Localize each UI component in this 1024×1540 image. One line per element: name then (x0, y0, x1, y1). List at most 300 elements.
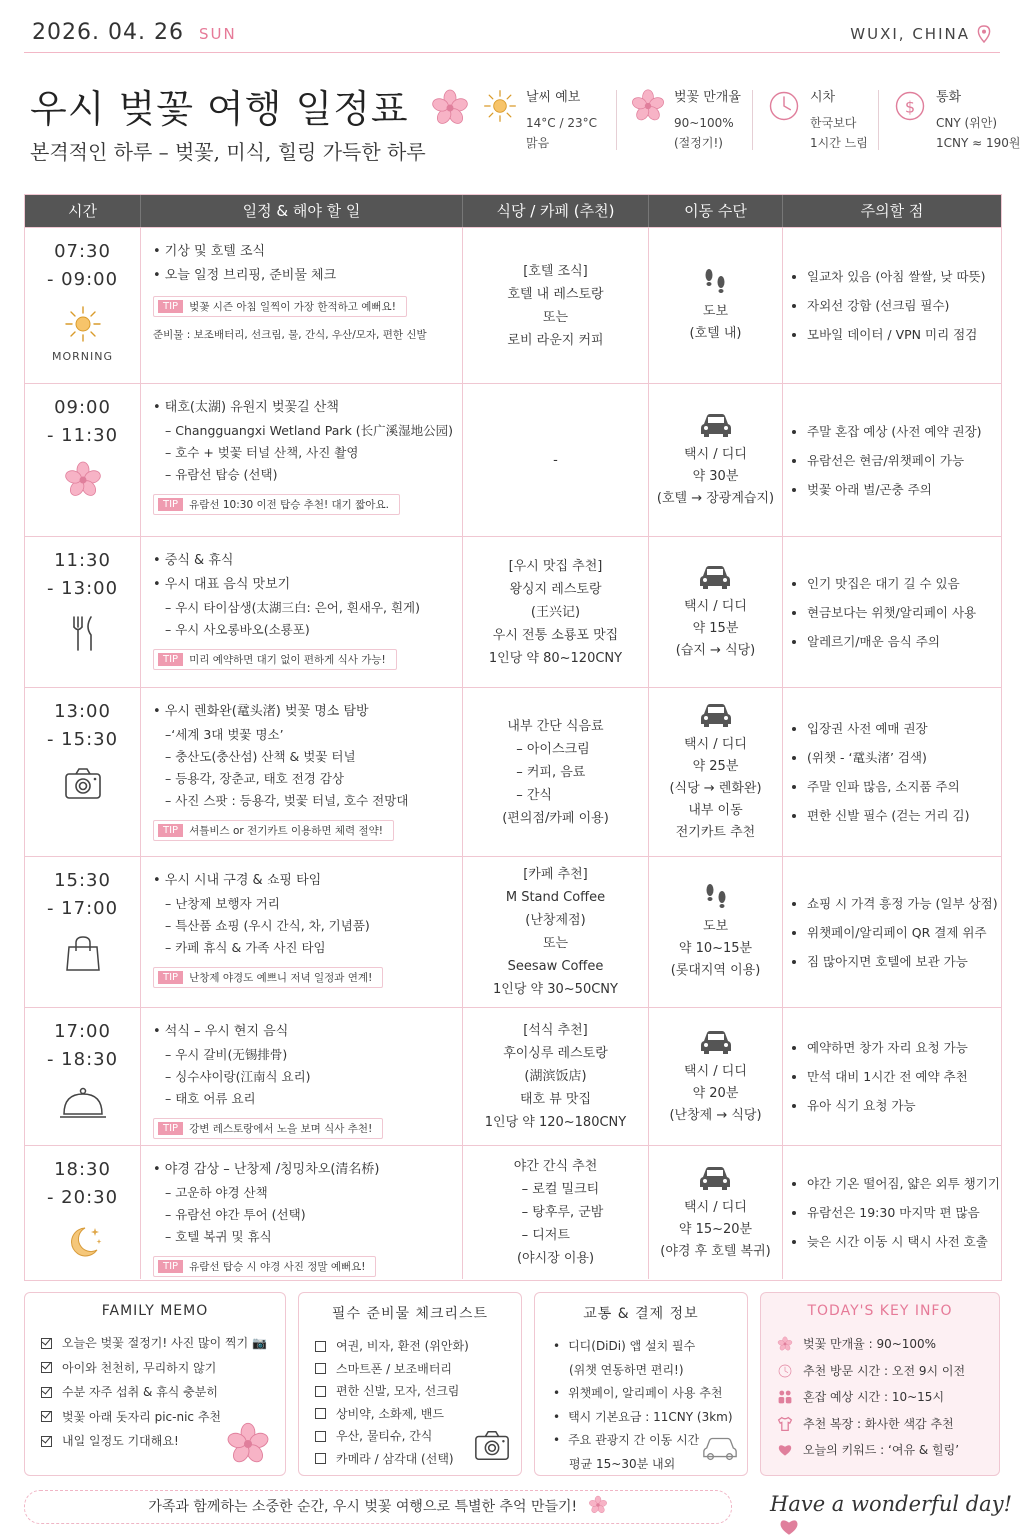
notes-list (783, 1033, 968, 1120)
info-line: 맑음 (526, 136, 550, 150)
time-cell (25, 1146, 141, 1279)
tip-text: 벚꽃 시즌 아침 일찍이 가장 한적하고 예뻐요! (189, 301, 396, 313)
schedule-subitem: – 고운하 야경 산책 (165, 1185, 268, 1200)
transport-line: 약 25분 (692, 759, 739, 774)
notes-list (783, 262, 986, 349)
shirt-icon (777, 1416, 793, 1432)
transport-content (669, 700, 761, 844)
table-row (25, 856, 1001, 1007)
tip-text: 미리 예약하면 대기 없이 편하게 식사 가능! (189, 654, 386, 666)
checkbox-icon[interactable] (315, 1431, 326, 1442)
transport-line: 택시 / 디디 (684, 1199, 747, 1215)
tip-badge: TIP (158, 1122, 183, 1135)
food-line: (난창제점) (525, 913, 586, 928)
checklist-text: 상비약, 소화제, 밴드 (336, 1406, 444, 1421)
bullet-icon: • (553, 1386, 561, 1400)
camera-icon (473, 1427, 511, 1465)
key-info-list (777, 1331, 999, 1464)
family-memo-title: FAMILY MEMO (101, 1303, 209, 1319)
schedule-subitem: – 사진 스팟 : 등용각, 벚꽃 터널, 호수 전망대 (165, 793, 409, 808)
note-item: • 짐 많아지면 호텔에 보관 가능 (807, 947, 998, 976)
car-icon (698, 410, 734, 440)
tip-badge: TIP (158, 498, 183, 511)
notes-cell (783, 537, 1001, 687)
checklist-item (315, 1403, 521, 1426)
info-text (526, 86, 597, 156)
schedule-subitem: – 충산도(충산섬) 산책 & 벚꽃 터널 (165, 749, 356, 764)
key-info-text: 추천 방문 시간 : 오전 9시 이전 (803, 1363, 966, 1378)
tip-box (153, 1118, 383, 1139)
key-info-text: 벚꽃 만개율 : 90~100% (803, 1337, 937, 1351)
food-line: 1인당 약 30~50CNY (493, 982, 618, 997)
food-line: M Stand Coffee (505, 890, 606, 905)
food-line: 우시 전통 소룡포 맛집 (492, 627, 619, 643)
cherry-blossom-icon (225, 1421, 271, 1467)
memo-item (41, 1356, 285, 1381)
schedule-subitem: –‘세계 3대 벚꽃 명소’ (165, 727, 284, 742)
info-label: 통화 (936, 90, 962, 105)
food-line: 또는 (542, 936, 569, 951)
memo-text: 내일 일정도 기대해요! (62, 1434, 179, 1448)
food-line: [우시 맛집 추천] (508, 558, 603, 574)
schedule-subitem: – 우시 타이삼생(太湖三白: 은어, 흰새우, 흰게) (165, 600, 421, 615)
transport-line: (식당 → 렌화완) (669, 781, 762, 796)
bullet-icon: • (553, 1433, 561, 1447)
food-line: (王兴记) (530, 604, 581, 620)
table-row (25, 687, 1001, 856)
schedule-item: • 야경 감상 – 난창제 /칭밍차오(清名桥) (153, 1162, 380, 1177)
schedule-content (141, 688, 462, 841)
transport-cell (649, 688, 783, 856)
date: 2026. 04. 26 (32, 20, 184, 45)
transport-icon-wrap (698, 700, 734, 730)
food-line: (야시장 이용) (516, 1251, 595, 1266)
checklist-item (315, 1335, 521, 1358)
tip-text: 유람선 10:30 이전 탑승 추천! 대기 짧아요. (189, 499, 389, 511)
transport-line: 약 15분 (692, 621, 739, 636)
note-item: • 쇼핑 시 가격 흥정 가능 (일부 상점) (807, 889, 998, 918)
sun-icon (482, 88, 518, 124)
food-line: 후이싱루 레스토랑 (503, 1046, 608, 1061)
footprints-icon (698, 882, 734, 912)
cherry-blossom-icon (777, 1336, 793, 1352)
schedule-cell (141, 857, 463, 1007)
checkbox-icon[interactable] (315, 1453, 326, 1464)
info-box (766, 86, 896, 156)
clock-icon (777, 1363, 793, 1379)
schedule-subitem: – 특산품 쇼핑 (우시 간식, 차, 기념품) (165, 918, 370, 933)
key-info-title: TODAY'S KEY INFO (807, 1303, 953, 1319)
column-header: 주의할 점 (860, 202, 924, 220)
note-item: • 늦은 시간 이동 시 택시 사전 호출 (807, 1227, 1000, 1256)
info-divider (878, 90, 879, 150)
tip-badge: TIP (158, 653, 183, 666)
time-cell (25, 384, 141, 536)
note-item: • 편한 신발 필수 (걷는 거리 김) (807, 801, 969, 830)
checkbox-icon[interactable] (315, 1341, 326, 1352)
column-header: 일정 & 해야 할 일 (141, 195, 463, 227)
checkbox-icon[interactable] (315, 1363, 326, 1374)
transport-content (671, 882, 761, 982)
car-icon (698, 700, 734, 730)
top-bar (24, 14, 1000, 53)
info-line: (절정기!) (674, 136, 723, 150)
note-item: • 주말 인파 많음, 소지품 주의 (807, 772, 969, 801)
time-start: 15:30 (54, 870, 111, 891)
info-divider (752, 90, 753, 150)
checklist-text: 카메라 / 삼각대 (선택) (336, 1451, 454, 1466)
schedule-cell (141, 228, 463, 383)
food-line: – 디저트 (521, 1228, 570, 1243)
notes-cell (783, 857, 1001, 1007)
memo-text: 수분 자주 섭취 & 휴식 충분히 (62, 1385, 218, 1399)
time-end: - 09:00 (46, 269, 119, 290)
table-row (25, 536, 1001, 687)
checklist-panel (298, 1292, 522, 1476)
schedule-subitem: – 유람선 탑승 (선택) (165, 467, 278, 482)
signature (770, 1492, 1024, 1540)
checked-box-icon[interactable] (41, 1387, 52, 1398)
time-icon-wrap (25, 764, 140, 808)
time-cell (25, 228, 141, 383)
checkbox-icon[interactable] (315, 1386, 326, 1397)
transport-line: 택시 / 디디 (684, 447, 747, 462)
tip-box (153, 494, 400, 515)
tip-badge: TIP (158, 1260, 183, 1273)
time-cell (25, 1008, 141, 1145)
info-label: 시차 (810, 90, 836, 105)
footer-message (24, 1490, 732, 1524)
time-start: 13:00 (54, 701, 111, 722)
time-start: 11:30 (54, 550, 111, 571)
memo-text: 벚꽃 아래 돗자리 pic-nic 추천 (62, 1409, 222, 1424)
food-line: [석식 추천] (523, 1023, 588, 1038)
tip-text: 유람선 탑승 시 야경 사진 정말 예뻐요! (189, 1261, 366, 1273)
food-line: 1인당 약 120~180CNY (484, 1115, 627, 1130)
notes-cell (783, 228, 1001, 383)
info-text (936, 86, 1021, 156)
food-content (502, 715, 609, 830)
note-item: • 유아 식기 요청 가능 (807, 1091, 968, 1120)
table-row (25, 227, 1001, 383)
transport-content (669, 1027, 761, 1127)
schedule-content (141, 384, 462, 515)
food-line: – 아이스크림 (516, 741, 590, 757)
time-start: 18:30 (54, 1159, 111, 1180)
transport-line: (난창제 → 식당) (669, 1107, 762, 1123)
time-end: - 13:00 (46, 578, 119, 599)
tip-text: 셔틀비스 or 전기카트 이용하면 체력 절약! (189, 825, 384, 837)
schedule-cell (141, 688, 463, 856)
food-cell (463, 537, 649, 687)
note-item: • 일교차 있음 (아침 쌀쌀, 낮 따뜻) (807, 262, 986, 291)
moon-icon (63, 1222, 103, 1262)
checked-box-icon[interactable] (41, 1411, 52, 1422)
transport-line: 약 10~15분 (678, 941, 753, 956)
tip-text: 강변 레스토랑에서 노을 보며 식사 추천! (189, 1123, 373, 1135)
food-line: – 로컬 밀크티 (521, 1182, 600, 1197)
schedule-subitem: – 우시 갈비(无锡排骨) (165, 1047, 288, 1062)
car-icon (697, 562, 733, 592)
key-info-panel (760, 1292, 1000, 1476)
note-item: • (위챗 - ‘鼋头渚’ 검색) (807, 743, 969, 772)
schedule-item: • 태호(太湖) 유원지 벚꽃길 산책 (153, 400, 339, 415)
food-cell (463, 857, 649, 1007)
family-memo-panel (24, 1292, 286, 1476)
time-start: 09:00 (54, 397, 111, 418)
transport-cell (649, 537, 783, 687)
info-label: 날씨 예보 (526, 90, 581, 105)
time-end: - 11:30 (46, 425, 119, 446)
food-line: 1인당 약 80~120CNY (488, 650, 623, 666)
info-box (892, 86, 1022, 156)
transport-info-text: 평균 15~30분 내외 (569, 1456, 676, 1471)
note-item: • 현금보다는 위챗/알리페이 사용 (807, 598, 976, 627)
info-label: 벚꽃 만개율 (674, 90, 741, 105)
food-line: – 간식 (516, 787, 552, 803)
day-of-week: SUN (199, 25, 237, 43)
transport-icon-wrap (698, 1027, 734, 1057)
table-header (25, 195, 1001, 227)
schedule-content (141, 537, 462, 670)
food-content (507, 260, 603, 352)
food-line: 호텔 내 레스토랑 (507, 286, 604, 302)
food-cell (463, 1008, 649, 1145)
table-row (25, 383, 1001, 536)
bullet-icon: • (553, 1339, 561, 1353)
transport-line: 도보 (702, 919, 729, 934)
transport-info-line (553, 1335, 747, 1359)
camera-icon (63, 764, 103, 804)
time-cell (25, 857, 141, 1007)
time-icon-wrap (25, 1084, 140, 1128)
note-item: • 벚꽃 아래 벌/곤충 주의 (807, 475, 982, 504)
schedule-item: • 기상 및 호텔 조식 (153, 244, 266, 259)
food-line: Seesaw Coffee (507, 959, 604, 974)
checkbox-icon[interactable] (315, 1408, 326, 1419)
schedule-content (141, 1008, 462, 1139)
transport-title: 교통 & 결제 정보 (583, 1306, 699, 1322)
tip-text: 난창제 야경도 예쁘니 저녁 일정과 연계! (189, 972, 373, 984)
transport-info-text: 디디(DiDi) 앱 설치 필수 (568, 1339, 696, 1353)
schedule-subitem: – 호수 + 벚꽃 터널 산책, 사진 촬영 (165, 445, 359, 460)
transport-cell (649, 1146, 783, 1279)
food-line: 야간 간식 추천 (513, 1159, 598, 1174)
time-icon-wrap (25, 460, 140, 504)
key-info-item (777, 1331, 999, 1358)
time-icon-wrap (25, 304, 140, 348)
footprints-icon (697, 267, 733, 297)
key-info-text: 혼잡 예상 시간 : 10~15시 (803, 1390, 945, 1404)
schedule-subitem: – 카페 휴식 & 가족 사진 타임 (165, 940, 326, 955)
schedule-subitem: – 태호 어류 요리 (165, 1091, 256, 1106)
food-cell (463, 688, 649, 856)
key-info-text: 추천 복장 : 화사한 색감 추천 (803, 1416, 954, 1431)
transport-line: 택시 / 디디 (684, 737, 747, 752)
tip-box (153, 649, 397, 670)
transport-content (660, 1163, 770, 1263)
schedule-content (141, 1146, 462, 1277)
key-info-item (777, 1437, 999, 1464)
transport-line: (호텔 내) (689, 325, 742, 341)
info-line: 1시간 느림 (810, 136, 868, 150)
page-title (30, 78, 470, 133)
transport-line: 약 30분 (692, 469, 739, 484)
transport-line: 약 15~20분 (678, 1221, 753, 1237)
tip-box (153, 296, 407, 317)
schedule-subitem: – 등용각, 장춘교, 태호 전경 감상 (165, 771, 344, 786)
notes-cell (783, 688, 1001, 856)
transport-info-text: (위챗 연동하면 편리!) (569, 1362, 684, 1377)
food-content (508, 1155, 604, 1270)
cloche-icon (58, 1084, 108, 1124)
tip-badge: TIP (158, 824, 183, 837)
notes-list (783, 1169, 1000, 1256)
food-line: 로비 라운지 커피 (507, 332, 604, 348)
time-start: 17:00 (54, 1021, 111, 1042)
key-info-text: 오늘의 키워드 : ‘여유 & 힐링’ (803, 1443, 960, 1457)
food-line: [카페 추천] (523, 867, 588, 882)
memo-item (41, 1380, 285, 1405)
checklist-title: 필수 준비물 체크리스트 (331, 1306, 489, 1322)
food-content (489, 555, 622, 670)
notes-list (783, 714, 969, 830)
note-item: • 자외선 강함 (선크림 필수) (807, 291, 986, 320)
checked-box-icon[interactable] (41, 1338, 52, 1349)
column-header: 식당 / 카페 (추천) (463, 195, 649, 227)
column-header: 시간 (25, 195, 141, 227)
schedule-item: • 오늘 일정 브리핑, 준비물 체크 (153, 268, 337, 283)
location-pin-icon (976, 24, 992, 44)
notes-cell (783, 384, 1001, 536)
time-icon-wrap (25, 613, 140, 657)
note-item: • 위챗페이/알리페이 QR 결제 위주 (807, 918, 998, 947)
food-content (553, 449, 558, 472)
transport-content (657, 410, 774, 510)
shopping-bag-icon (63, 933, 103, 973)
schedule-subitem: – 유람선 야간 투어 (선택) (165, 1207, 306, 1222)
transport-info-line (553, 1382, 747, 1406)
food-cell (463, 228, 649, 383)
cherry-blossom-icon (630, 88, 666, 124)
footer-text: 가족과 함께하는 소중한 순간, 우시 벚꽃 여행으로 특별한 추억 만들기! (148, 1499, 578, 1515)
time-cell (25, 688, 141, 856)
tip-box (153, 820, 394, 841)
transport-content (690, 267, 742, 345)
note-item: • 예약하면 창가 자리 요청 가능 (807, 1033, 968, 1062)
prep-list: 준비물 : 보조배터리, 선크림, 물, 간식, 우산/모자, 편한 신발 (153, 329, 427, 341)
schedule-subitem: – 우시 사오롱바오(소룡포) (165, 622, 310, 637)
transport-info-text: 위챗페이, 알리페이 사용 추천 (568, 1386, 723, 1400)
food-line: [호텔 조식] (523, 263, 588, 279)
transport-line: (호텔 → 장광계습지) (656, 491, 775, 506)
heart-icon (778, 1516, 800, 1538)
checked-box-icon[interactable] (41, 1362, 52, 1373)
transport-cell (649, 857, 783, 1007)
memo-item (41, 1331, 285, 1356)
memo-text: 오늘은 벚꽃 절정기! 사진 많이 찍기 📷 (62, 1336, 267, 1350)
transport-info-text: 택시 기본요금 : 11CNY (3km) (568, 1409, 733, 1424)
info-box (482, 86, 612, 156)
food-line: 태호 뷰 맛집 (519, 1092, 592, 1107)
key-info-item (777, 1411, 999, 1438)
note-item: • 알레르기/매운 음식 주의 (807, 627, 976, 656)
info-box (630, 86, 760, 156)
transport-info-line (553, 1359, 747, 1383)
schedule-item: • 우시 렌화완(鼋头渚) 벚꽃 명소 탐방 (153, 704, 369, 719)
time-end: - 18:30 (46, 1049, 119, 1070)
key-info-item (777, 1358, 999, 1385)
food-line: 내부 간단 식음료 (507, 718, 604, 734)
transport-cell (649, 1008, 783, 1145)
tip-badge: TIP (158, 971, 183, 984)
schedule-item: • 우시 시내 구경 & 쇼핑 타임 (153, 873, 322, 888)
tip-badge: TIP (158, 300, 183, 313)
schedule-item: • 우시 대표 음식 맛보기 (153, 577, 291, 592)
transport-icon-wrap (697, 562, 733, 592)
notes-list (783, 569, 976, 656)
car-icon (697, 1163, 733, 1193)
notes-cell (783, 1008, 1001, 1145)
food-content (493, 863, 618, 1001)
signature-text: Have a wonderful day! (770, 1492, 1013, 1516)
key-info-item (777, 1384, 999, 1411)
location-text: WUXI, CHINA (850, 25, 970, 43)
notes-cell (783, 1146, 1001, 1279)
table-row (25, 1145, 1001, 1279)
transport-line: (습지 → 식당) (675, 643, 756, 658)
note-item: • 만석 대비 1시간 전 예약 추천 (807, 1062, 968, 1091)
schedule-cell (141, 384, 463, 536)
tip-box (153, 967, 383, 988)
transport-cell (649, 384, 783, 536)
schedule-subitem: – 호텔 복귀 및 휴식 (165, 1229, 272, 1244)
schedule-content (141, 228, 462, 342)
transport-line: 약 20분 (692, 1085, 739, 1101)
checked-box-icon[interactable] (41, 1436, 52, 1447)
schedule-cell (141, 1146, 463, 1279)
transport-info-line (553, 1406, 747, 1430)
checklist-text: 스마트폰 / 보조배터리 (336, 1361, 453, 1376)
food-cell (463, 384, 649, 536)
cherry-blossom-icon (63, 460, 103, 500)
transport-icon-wrap (698, 410, 734, 440)
time-start: 07:30 (54, 241, 111, 262)
note-item: • 입장권 사전 예매 권장 (807, 714, 969, 743)
schedule-cell (141, 537, 463, 687)
info-line: 1CNY ≈ 190원 (936, 136, 1021, 150)
note-item: • 모바일 데이터 / VPN 미리 점검 (807, 320, 986, 349)
transport-icon-wrap (697, 1163, 733, 1193)
transport-line: (롯대지역 이용) (670, 963, 761, 978)
car-icon (698, 1027, 734, 1057)
time-end: - 20:30 (46, 1187, 119, 1208)
transport-line: 내부 이동 (688, 803, 743, 818)
cherry-blossom-icon (588, 1495, 608, 1515)
checklist-text: 우산, 물티슈, 간식 (336, 1429, 433, 1443)
schedule-subitem: – Changguangxi Wetland Park (长广溪湿地公园) (165, 423, 454, 438)
schedule-cell (141, 1008, 463, 1145)
schedule-subitem: – 싱수샤이랑(江南식 요리) (165, 1069, 311, 1084)
info-line: CNY (위안) (936, 116, 998, 130)
food-line: – 커피, 음료 (516, 764, 586, 780)
note-item: • 인기 맛집은 대기 길 수 있음 (807, 569, 976, 598)
transport-content (676, 562, 756, 662)
food-cell (463, 1146, 649, 1279)
location (850, 24, 992, 44)
checklist-item (315, 1380, 521, 1403)
time-icon-wrap (25, 1222, 140, 1266)
